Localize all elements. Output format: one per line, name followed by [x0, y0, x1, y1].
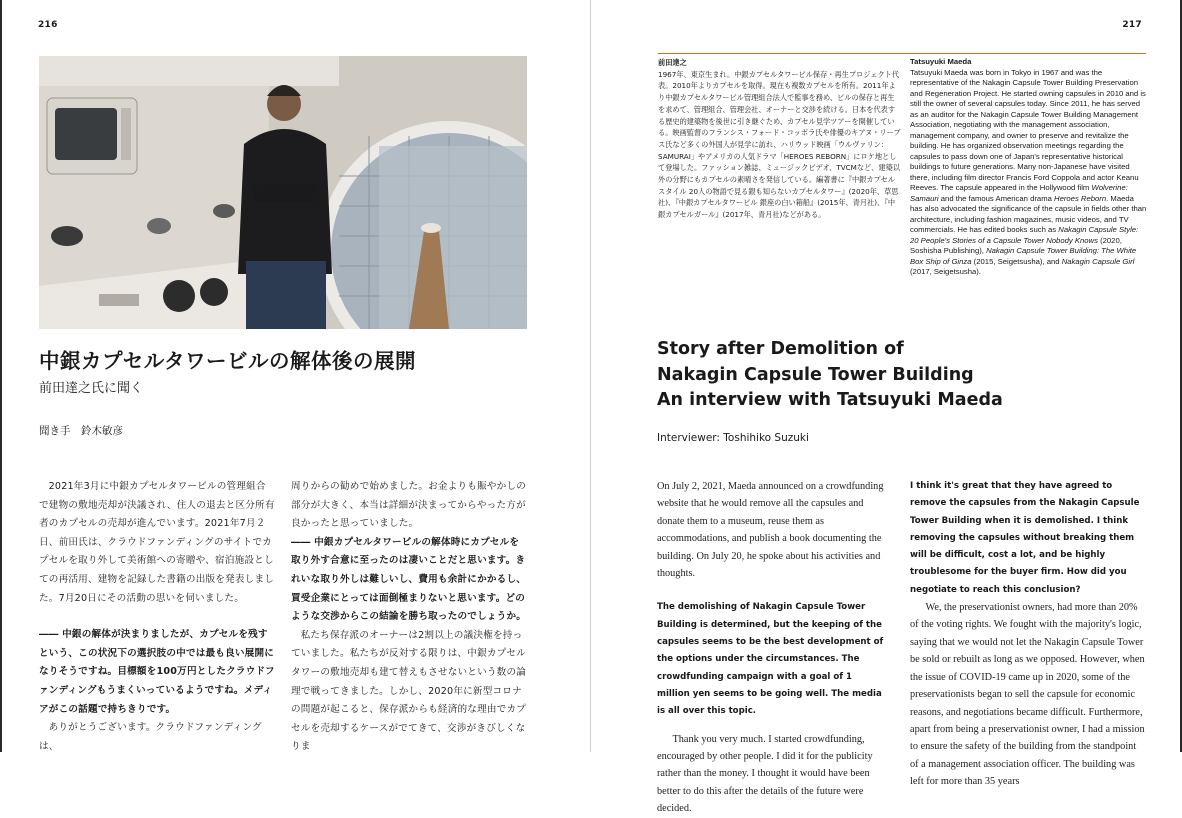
article-subtitle-jp: 前田達之氏に聞く — [39, 381, 144, 396]
en-question-1: The demolishing of Nakagin Capsule Tower Building is determined, but the keeping of the capsules seems to be the best development of the options under the circumstances. The crowdfunding campaign with a goal of 1 million yen seems to be going well. The media is all over this topic. — [657, 602, 884, 717]
en-intro-paragraph: On July 2, 2021, Maeda announced on a crowdfunding website that he would remove all the capsules and donate them to a museum, reuse them as accommodations, and publish a book documenting the building. On July 20, he spoke about his activities and thoughts. — [657, 481, 884, 580]
interview-photo — [39, 56, 527, 329]
left-page — [0, 0, 591, 752]
en-text-column-1 — [657, 478, 887, 818]
en-question-2: I think it's great that they have agreed to remove the capsules from the Nakagin Capsule Tower Building when it is demolished. I think removing the capsules without breaking them will be difficult, cost a lot, and be highly troublesome for the buyer firm. How did you negotiate to reach this conclusion? — [910, 481, 1140, 595]
jp-question-1: ―― 中銀の解体が決まりましたが、カプセルを残すという、この状況下の選択肢の中では最も良い展開になりそうですね。目標額を100万円としたクラウドファンディングもうまくいっているようですね。メディアがこの話題で持ちきりです。 — [39, 629, 275, 715]
jp-answer-1: ありがとうございます。クラウドファンディングは、 — [39, 722, 262, 752]
bio-jp — [658, 57, 901, 221]
interviewer-credit-en: Interviewer: Toshihiko Suzuki — [657, 432, 809, 444]
page-number: 216 — [38, 20, 58, 30]
jp-answer-1-continued: 周りからの勧めで始めました。お金よりも賑やかしの部分が大きく、本当は詳細が決まってからやった方が良かったと思っていました。 — [291, 481, 527, 530]
en-text-column-2 — [910, 478, 1146, 791]
bio-name-en: Tatsuyuki Maeda — [910, 57, 972, 66]
jp-intro-paragraph: 2021年3月に中銀カプセルタワービルの管理組合で建物の敷地売却が決議され、住人の退去と区分所有者のカプセルの売却が進んでいます。2021年7月２日、前田氏は、クラウドファンディングのサイトでカプセルを取り外して美術館への寄贈や、宿泊施設としての再活用、建物を記録した書籍の出版を発表しました。7月20日にその活動の思いを伺いました。 — [39, 481, 275, 604]
en-answer-2: We, the preservationist owners, had more than 20% of the voting rights. We fought with the majority's logic, saying that we would not let the Nakagin Capsule Tower be sold or rebuilt as long as we opposed. However, when the issue of COVID-19 came up in 2020, some of the preservationists began to sell the capsule for economic reasons, and negotiations became difficult. Furthermore, apart from being a preservationist owner, I had a mission to ensure the safety of the building from the standpoint of a management association officer. The building was left for more than 35 years — [910, 602, 1145, 788]
bio-en — [910, 57, 1148, 278]
jp-text-column-2 — [291, 478, 527, 757]
bio-name-jp: 前田達之 — [658, 58, 687, 67]
interviewer-credit-jp: 聞き手 鈴木敏彦 — [39, 425, 123, 437]
en-answer-1: Thank you very much. I started crowdfunding, encouraged by other people. I did it for the publicity rather than the money. I thought it would have been better to do this after the details of the future were decided. — [657, 733, 873, 815]
bio-text-en: Tatsuyuki Maeda was born in Tokyo in 1967 and was the representative of the Nakagin Capsule Tower Building Preservation and Regeneration Project. He started owning capsules in 2010 and is still the owner of several capsules today. Since 2011, he has served as an auditor for the Nakagin Capsule Tower Building Management Association, negotiating with the management association, management company, and owner to preserve and revitalize the building. He has organized observation meetings regarding the capsules to pass down one of Japan's representative historical buildings to future generations. Many non-Japanese have visited there, including film director Francis Ford Coppola and actor Keanu Reeves. The capsule appeared in the Hollywood film Wolverine: Samauri and the famous American drama Heroes Reborn. Maeda has also advocated the significance of the capsule in fields other than architecture, including fashion magazines, music videos, and TV commercials. He has edited books such as Nakagin Capsule Style: 20 People's Stories of a Capsule Tower Nobody Knows (2020, Soshisha Publishing), Nakagin Capsule Tower Building: The White Box Ship of Ginza (2015, Seigetsusha), and Nakagin Capsule Girl (2017, Seigetsusha). — [910, 67, 1147, 276]
jp-question-2: ―― 中銀カプセルタワービルの解体時にカプセルを取り外す合意に至ったのは凄いことだと思います。きれいな取り外しは難しいし、費用も余計にかかるし、買受企業にとっては面倒極まりないと思います。どのような交渉からこの結論を勝ち取ったのでしょうか。 — [291, 536, 527, 623]
page-edge — [0, 0, 2, 752]
page-number: 217 — [1122, 20, 1142, 30]
jp-answer-2: 私たち保存派のオーナーは2割以上の議決権を持っていました。私たちが反対する限りは、中銀カプセルタワーの敷地売却も建て替えもさせないという数の論理で戦ってきました。しかし、2020年に新型コロナの問題が起こると、保存派からも経済的な理由でカプセルを売却するケースがでてきて、交渉がきびしくなりま — [291, 629, 527, 753]
bio-divider-rule — [658, 53, 1146, 54]
article-title-jp: 中銀カプセルタワービルの解体後の展開 — [39, 349, 416, 373]
article-title-en: Story after Demolition of Nakagin Capsule Tower Building An interview with Tatsuyuki Maeda — [657, 339, 1003, 410]
jp-text-column-1 — [39, 478, 275, 756]
right-page — [591, 0, 1182, 815]
bio-text-jp: 1967年、東京生まれ。中銀カプセルタワービル保存・再生プロジェクト代表。2010年よりカプセルを取得。現在も複数カプセルを所有。2011年より中銀カプセルタワービル管理組合法人で監事を務め、ビルの保存と再生を求めて、管理組合、管理会社、オーナーと交渉を続ける。日本を代表する歴史的建築物を後世に引き継ぐため、カプセル見学ツアーを開催している。映画監督のフランシス・フォード・コッポラ氏や俳優のキアヌ・リーブス氏など多くの外国人が見学に訪れ、ハリウッド映画「ウルヴァリン：SAMURAI」やアメリカの人気ドラマ「HEROES REBORN」にロケ地として登場した。ファッション雑誌、ミュージックビデオ、TVCMなど、建築以外の分野にもカプセルの素晴さを発信している。編著書に『中銀カプセルスタイル 20人の物語で見る銀も知らないカプセルタワー』(2020年、草思社)、『中銀カプセルタワービル 銀座の白い箱船』(2015年、青月社)、『中銀カプセルガール』(2017年、青月社)などがある。 — [658, 69, 901, 220]
